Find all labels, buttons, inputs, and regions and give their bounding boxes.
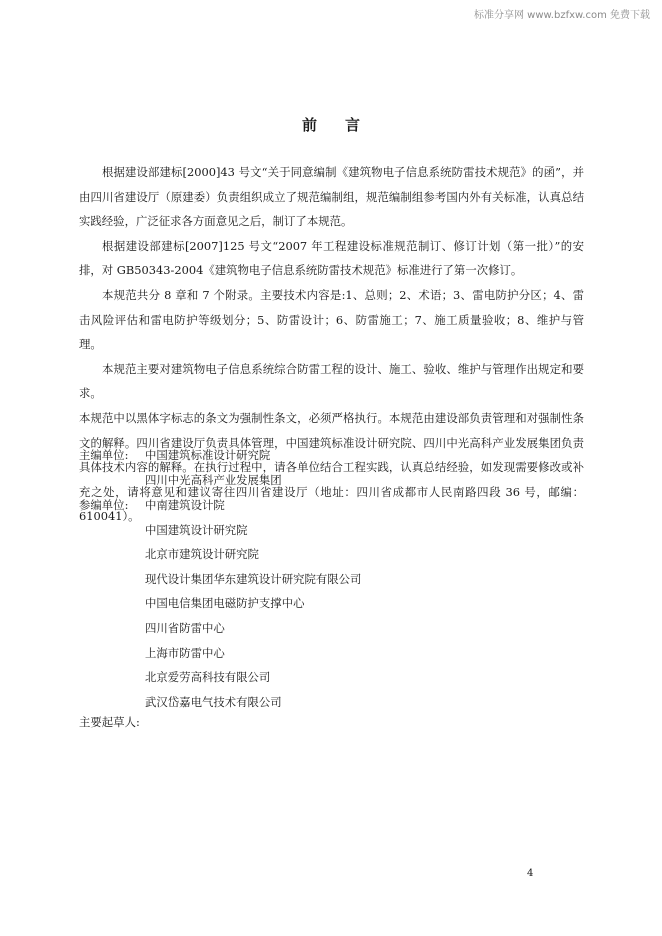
co-editor-row — [79, 542, 584, 567]
co-editor-row — [79, 641, 584, 666]
page-title: 前言 — [301, 116, 388, 134]
co-editor-row — [79, 518, 584, 543]
watermark-text: 标准分享网 www.bzfxw.com 免费下载 — [474, 10, 650, 21]
co-editor-unit: 北京爱劳高科技有限公司 — [145, 670, 271, 685]
preface-paragraph-2: 根据建设部建标[2007]125 号文“2007 年工程建设标准规范制订、修订计划（第一批）”的安排，对 GB50343-2004《建筑物电子信息系统防雷技术规范》标准进行了第一次修订。 — [79, 238, 584, 278]
co-editor-unit: 中国电信集团电磁防护支撑中心 — [145, 596, 305, 611]
co-editor-label: 参编单位: — [79, 498, 129, 512]
page-number: 4 — [527, 868, 534, 879]
chief-editor-row-2 — [79, 468, 584, 493]
preface-paragraph-1: 根据建设部建标[2000]43 号文“关于同意编制《建筑物电子信息系统防雷技术规范》的函”，并由四川省建设厅（原建委）负责组织成立了规范编制组，规范编制组参考国内外有关标准，认真总结实践经验，广泛征求各方面意见之后，制订了本规范。 — [79, 165, 584, 229]
co-editor-unit: 北京市建筑设计研究院 — [145, 547, 259, 562]
preface-paragraph-4: 本规范主要对建筑物电子信息系统综合防雷工程的设计、施工、验收、维护与管理作出规定和要求。 — [79, 361, 584, 401]
co-editor-units — [79, 493, 584, 735]
co-editor-row — [79, 665, 584, 690]
co-editor-unit: 武汉岱嘉电气技术有限公司 — [145, 694, 282, 709]
co-editor-row — [79, 493, 584, 518]
main-drafters-label: 主要起草人: — [79, 715, 140, 730]
co-editor-row — [79, 591, 584, 616]
co-editor-unit: 中南建筑设计院 — [145, 498, 225, 512]
co-editor-row — [79, 567, 584, 592]
preface-paragraph-3: 本规范共分 8 章和 7 个附录。主要技术内容是:1、总则；2、术语；3、雷电防护分区；4、雷击风险评估和雷电防护等级划分；5、防雷设计；6、防雷施工；7、施工质量验收；8、维护与管理。 — [79, 287, 584, 352]
co-editor-unit: 上海市防雷中心 — [145, 645, 225, 660]
preface-paragraph-5: 本规范中以黑体字标志的条文为强制性条文，必须严格执行。本规范由建设部负责管理和对强制性条文的解释。四川省建设厅负责具体管理，中国建筑标准设计研究院、四川中光高科产业发展集团负责具体技术内容的解释。在执行过程中，请各单位结合工程实践，认真总结经验，如发现需要修改或补充之处，请将意见和建议寄往四川省建设厅（地址：四川省成都市人民南路四段 36 号，邮编：610041）。 — [79, 410, 584, 524]
co-editor-unit: 中国建筑设计研究院 — [145, 522, 248, 537]
chief-editor-unit: 中国建筑标准设计研究院 — [145, 448, 271, 462]
chief-editor-units — [79, 443, 584, 492]
chief-editor-unit: 四川中光高科产业发展集团 — [145, 472, 282, 487]
co-editor-row — [79, 616, 584, 641]
co-editor-unit: 现代设计集团华东建筑设计研究院有限公司 — [145, 571, 362, 586]
chief-editor-label: 主编单位: — [79, 448, 129, 462]
chief-editor-row-1 — [79, 443, 584, 468]
co-editor-unit: 四川省防雷中心 — [145, 620, 225, 635]
main-drafters-row — [79, 710, 584, 735]
